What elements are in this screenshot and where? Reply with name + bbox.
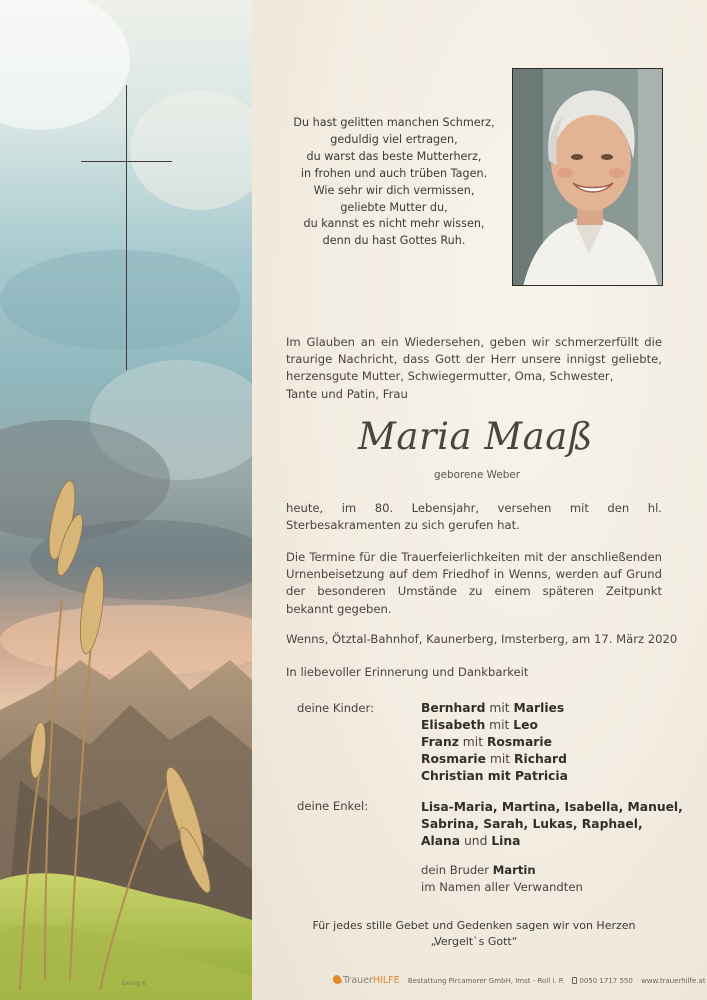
intro-text-end: Tante und Patin, Frau (286, 386, 408, 401)
artist-signature: Georg K. (122, 980, 148, 987)
flame-logo-icon (332, 974, 343, 985)
deceased-name: Maria Maaß (358, 415, 594, 458)
phone-icon (572, 977, 577, 984)
brother-line: dein Bruder Martin (421, 863, 536, 877)
maiden-name: geborene Weber (434, 469, 520, 481)
memorial-poem (288, 115, 500, 250)
funeral-info-text: Die Termine für die Trauerfeierlichkeiten mit der anschließenden Urnenbeisetzung auf dem Friedhof in Wenns, werden auf Grund der besonderen Umstände zu einem späteren Zeitpunkt bekannt gegeben. (286, 550, 662, 616)
list-item: Rosmarie mit Richard (421, 752, 567, 766)
website-link[interactable]: www.trauerhilfe.at (641, 977, 706, 985)
brand-name-part1: Trauer (343, 975, 373, 986)
list-item: Alana und Lina (421, 834, 521, 848)
poem-line: in frohen und auch trüben Tagen. (300, 166, 488, 180)
phone-number: 0050 1717 550 (579, 977, 633, 985)
list-item: Lisa-Maria, Martina, Isabella, Manuel, (421, 800, 683, 814)
poem-line: du warst das beste Mutterherz, (306, 149, 482, 163)
death-notice-text: heute, im 80. Lebensjahr, versehen mit den hl. Sterbesakramenten zu sich gerufen hat. (286, 501, 662, 533)
grandchildren-label: deine Enkel: (297, 799, 369, 813)
remembrance-line: In liebevoller Erinnerung und Dankbarkeit (286, 665, 529, 679)
brand-name-part2: HILFE (372, 975, 400, 986)
poem-line: geduldig viel ertragen, (330, 132, 458, 146)
cross-vertical-bar (126, 85, 127, 370)
children-list (421, 700, 568, 785)
list-item: Elisabeth mit Leo (421, 718, 538, 732)
children-label: deine Kinder: (297, 701, 375, 715)
thanks-line: Für jedes stille Gebet und Gedenken sagen wir von Herzen (312, 919, 636, 932)
thanks-line: „Vergelt`s Gott“ (430, 935, 518, 948)
portrait-photo (512, 68, 663, 286)
announcement-intro (286, 334, 662, 403)
poem-line: Du hast gelitten manchen Schmerz, (293, 116, 495, 129)
intro-text: Im Glauben an ein Wiedersehen, geben wir schmerzerfüllt die traurige Nachricht, dass Gott der Herr unsere innigst geliebte, herzensgute Mutter, Schwiegermutter, Oma, Schwester, (286, 335, 662, 384)
place-and-date: Wenns, Ötztal-Bahnhof, Kaunerberg, Imsterberg, am 17. März 2020 (286, 632, 678, 646)
list-item: Christian mit Patricia (421, 769, 568, 783)
thanks-message (286, 918, 662, 950)
brother-and-family (421, 862, 583, 896)
footer-funeral-home (333, 975, 706, 986)
poem-line: Wie sehr wir dich vermissen, (313, 183, 475, 197)
grandchildren-list (421, 799, 683, 850)
list-item: Sabrina, Sarah, Lukas, Raphael, (421, 817, 643, 831)
poem-line: geliebte Mutter du, (340, 200, 448, 214)
cross-horizontal-bar (81, 161, 172, 162)
family-line: im Namen aller Verwandten (421, 880, 583, 894)
list-item: Franz mit Rosmarie (421, 735, 552, 749)
poem-line: denn du hast Gottes Ruh. (322, 234, 466, 248)
list-item: Bernhard mit Marlies (421, 701, 565, 715)
portrait-illustration (513, 69, 663, 286)
poem-line: du kannst es nicht mehr wissen, (303, 217, 485, 231)
company-name: Bestattung Pircamorer GmbH, Imst - Roll i. P. (407, 977, 565, 985)
